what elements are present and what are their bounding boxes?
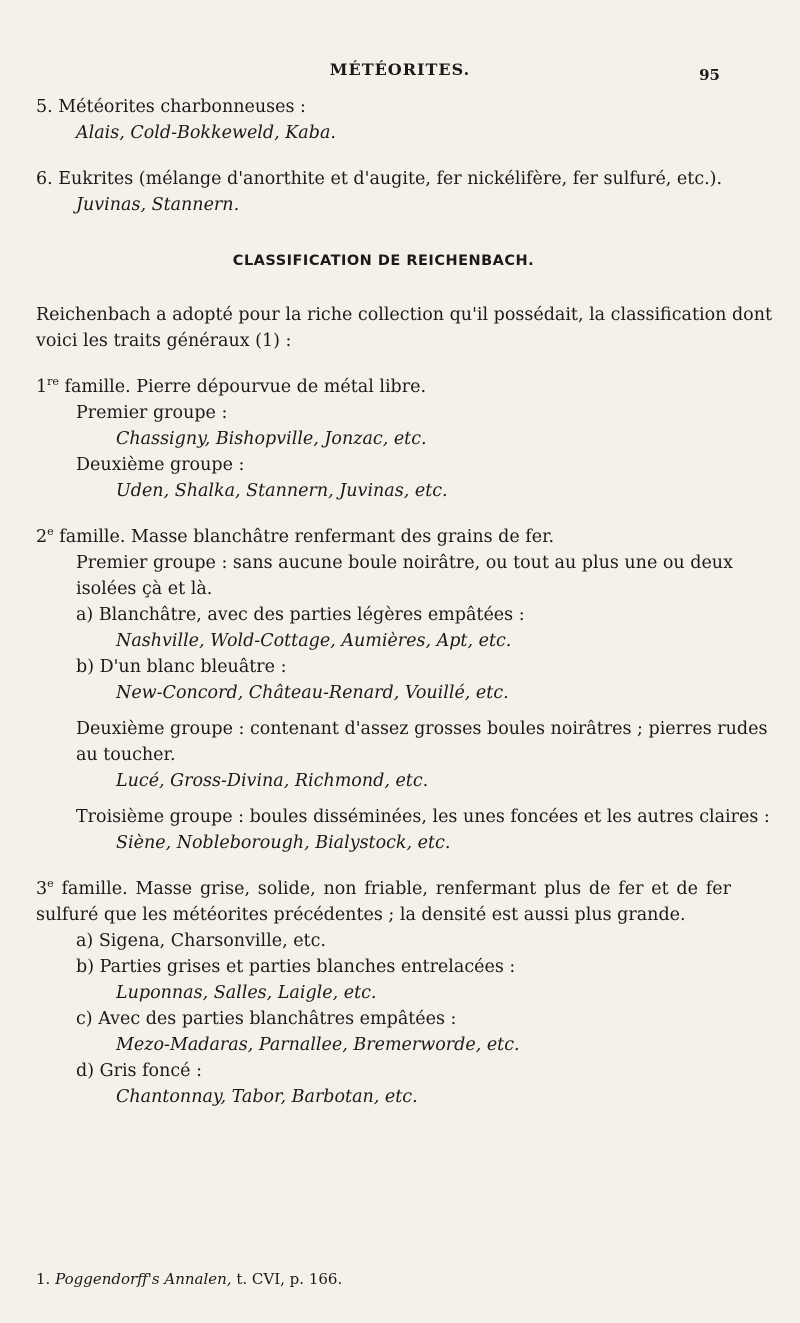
page-number: 95 <box>699 66 720 84</box>
family-2-subgroup-a-examples: Nashville, Wold-Cottage, Aumières, Apt, etc. <box>116 631 512 651</box>
item6-label: 6. Eukrites (mélange d'anorthite et d'augite, fer nickélifère, fer sulfuré, etc.). <box>36 169 723 189</box>
family-3-subgroup-c-label: c) Avec des parties blanchâtres empâtées : <box>76 1009 457 1029</box>
family-3-subgroup-b-examples: Luponnas, Salles, Laigle, etc. <box>116 983 377 1003</box>
family-1-group-1-examples: Chassigny, Bishopville, Jonzac, etc. <box>116 429 427 449</box>
footnote-number: 1. <box>36 1270 51 1288</box>
family-3-line-2: sulfuré que les météorites précédentes ; la densité est aussi plus grande. <box>36 905 686 925</box>
family-2-group-3-line-1: Troisième groupe : boules disséminées, les unes foncées et les autres claires : <box>76 807 770 827</box>
family-2-subgroup-b-examples: New-Concord, Château-Renard, Vouillé, etc. <box>116 683 509 703</box>
family-3-line-1: famille. Masse grise, solide, non friable, renfermant plus de fer et de fer <box>53 879 731 899</box>
family-2-group-3-examples: Siène, Nobleborough, Bialystock, etc. <box>116 833 451 853</box>
family-2-subgroup-a-label: a) Blanchâtre, avec des parties légères empâtées : <box>76 605 525 625</box>
family-3-number: 3 <box>36 879 48 899</box>
section-title: CLASSIFICATION DE REICHENBACH. <box>232 253 535 269</box>
item5-examples: Alais, Cold-Bokkeweld, Kaba. <box>76 123 336 143</box>
family-2-group-1-line-1: Premier groupe : sans aucune boule noirâtre, ou tout au plus une ou deux <box>76 553 733 573</box>
family-3-subgroup-b-label: b) Parties grises et parties blanches entrelacées : <box>76 957 516 977</box>
footnote <box>36 1270 342 1288</box>
family-1-group-1-label: Premier groupe : <box>76 403 228 423</box>
family-1-group-2-label: Deuxième groupe : <box>76 455 245 475</box>
family-2-number: 2 <box>36 527 48 547</box>
family-2-group-1-line-2: isolées çà et là. <box>76 579 213 599</box>
intro-line-1: Reichenbach a adopté pour la riche collection qu'il possédait, la classification dont <box>36 305 773 325</box>
family-2-subgroup-b-label: b) D'un blanc bleuâtre : <box>76 657 287 677</box>
family-3-subgroup-d-examples: Chantonnay, Tabor, Barbotan, etc. <box>116 1087 418 1107</box>
item6-examples: Juvinas, Stannern. <box>76 195 240 215</box>
family-1-sup: re <box>47 375 59 389</box>
family-2-sup: e <box>47 525 54 539</box>
family-2-group-2-examples: Lucé, Gross-Divina, Richmond, etc. <box>116 771 429 791</box>
footnote-reference-detail: t. CVI, p. 166. <box>231 1270 343 1288</box>
family-2-group-2-line-2: au toucher. <box>76 745 176 765</box>
family-1-text: famille. Pierre dépourvue de métal libre. <box>58 377 427 397</box>
family-3-heading <box>36 876 731 902</box>
family-3-subgroup-a: a) Sigena, Charsonville, etc. <box>76 931 326 951</box>
footnote-reference-title: Poggendorff's Annalen, <box>55 1270 232 1288</box>
family-2-group-2-line-1: Deuxième groupe : contenant d'assez grosses boules noirâtres ; pierres rudes <box>76 719 768 739</box>
family-1-heading <box>36 374 731 400</box>
family-1-group-2-examples: Uden, Shalka, Stannern, Juvinas, etc. <box>116 481 448 501</box>
family-2-heading <box>36 524 731 550</box>
family-3-sup: e <box>47 877 54 891</box>
running-header <box>0 60 800 86</box>
family-2-text: famille. Masse blanchâtre renfermant des grains de fer. <box>53 527 555 547</box>
page-body <box>36 94 773 1110</box>
family-3-subgroup-d-label: d) Gris foncé : <box>76 1061 202 1081</box>
running-title: MÉTÉORITES. <box>329 60 471 79</box>
family-1-number: 1 <box>36 377 48 397</box>
item5-label: 5. Météorites charbonneuses : <box>36 97 306 117</box>
intro-line-2: voici les traits généraux (1) : <box>36 331 292 351</box>
family-3-subgroup-c-examples: Mezo-Madaras, Parnallee, Bremerworde, etc. <box>116 1035 520 1055</box>
